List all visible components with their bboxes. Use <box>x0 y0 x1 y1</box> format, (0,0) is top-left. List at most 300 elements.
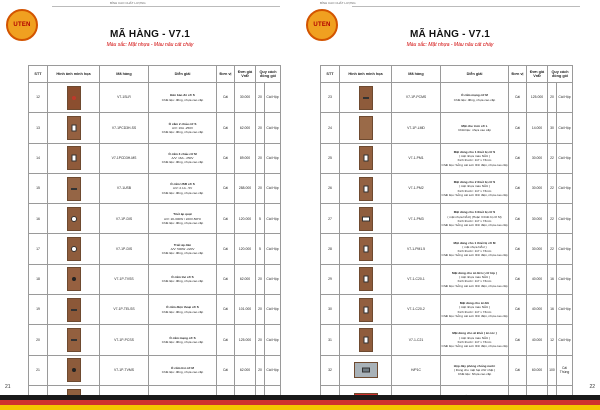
row-image <box>48 264 100 294</box>
description-line: Đèn báo đỏ cỡ S <box>170 93 195 98</box>
row-qty: 22 <box>548 234 557 264</box>
description-line: Kích thước: 117 x 73mm <box>457 249 492 254</box>
description-line: Chất liệu: nhựa cao cấp <box>458 127 491 132</box>
price-table <box>28 65 281 410</box>
description-line: Chất liệu: Sơ̂ng cát sơn tĩnh điện, nhựa cao cấp <box>441 314 508 319</box>
row-code: V7-1-PM2 <box>392 173 441 203</box>
product-image <box>359 116 373 140</box>
row-description <box>149 83 217 113</box>
description-line: Chất liệu: Nhựa cao cấp <box>457 372 492 377</box>
row-description <box>149 113 217 143</box>
description-line: Hộp đáy phòng chống nước <box>453 363 496 368</box>
row-pack: Cái Hộp <box>557 234 573 264</box>
product-image <box>359 146 373 170</box>
description-line: Mặt dùng cho 3 thiết bị cỡ S <box>453 210 496 215</box>
row-code: V7-1-C20-1 <box>392 264 441 294</box>
row-image <box>48 355 100 385</box>
row-image <box>340 234 392 264</box>
product-socket <box>72 368 76 372</box>
row-pack: Cái Hộp <box>265 325 281 355</box>
row-stt: 25 <box>321 143 340 173</box>
description-line: A/V: 20-300W / 220V-50Hz <box>163 216 202 221</box>
table-row <box>321 143 573 173</box>
row-stt: 29 <box>321 264 340 294</box>
row-code: V7-1P-TELSS <box>100 295 149 325</box>
product-socket <box>363 276 368 283</box>
header-rule <box>52 6 280 7</box>
row-pack: Cái Hộp <box>557 204 573 234</box>
description-line: Kích thước: 117 x 73mm <box>457 309 492 314</box>
row-pack: Cái Hộp <box>265 264 281 294</box>
description-line: Chất liệu: đồng, nhựa cao cấp <box>161 130 204 135</box>
row-pack: Cái Hộp <box>557 173 573 203</box>
product-image <box>354 362 378 378</box>
description-line: ( mặt nhựa màu NÂU ) <box>458 184 491 189</box>
row-price: 40.000 <box>527 295 548 325</box>
product-image <box>359 328 373 352</box>
table-row <box>321 264 573 294</box>
table-row <box>29 325 281 355</box>
row-stt: 24 <box>321 113 340 143</box>
row-image <box>340 264 392 294</box>
row-price: 120.000 <box>235 204 256 234</box>
col-description: Diễn giải <box>441 66 509 83</box>
description-line: Mặt dùng cho 1 thiết bị cỡ S <box>453 149 496 154</box>
row-pack: Cái Hộp <box>557 295 573 325</box>
row-qty: 20 <box>256 355 265 385</box>
description-line: Kích thước: 117 x 73mm <box>457 188 492 193</box>
row-unit: Cái <box>217 295 235 325</box>
row-qty: 20 <box>256 295 265 325</box>
row-price: 30.000 <box>527 173 548 203</box>
page-title: MÃ HÀNG - V7.1 <box>409 29 491 40</box>
page-title: MÃ HÀNG - V7.1 <box>109 29 191 40</box>
row-description <box>441 83 509 113</box>
description-line: A/V: 16A -250V <box>171 125 194 130</box>
table-row <box>29 295 281 325</box>
table-row <box>29 173 281 203</box>
row-image <box>48 295 100 325</box>
row-image <box>340 295 392 325</box>
description-line: ( Dùng cho mặt hạt chữ nhật ) <box>453 368 496 373</box>
table-row <box>321 173 573 203</box>
row-stt: 19 <box>29 295 48 325</box>
product-socket <box>362 216 370 221</box>
table-body <box>321 83 573 410</box>
col-image: Hình ảnh minh họa <box>340 66 392 83</box>
product-image <box>67 146 81 170</box>
row-stt: 12 <box>29 83 48 113</box>
row-description <box>441 173 509 203</box>
product-image <box>67 328 81 352</box>
description-line: Ổ cắm mạng cỡ S <box>169 335 196 340</box>
row-code: V7-1P-PCMS <box>392 83 441 113</box>
page-subtitle: Màu sắc: Mặt nhựa - Màu nâu cát cháy <box>406 42 494 48</box>
row-price: 30.000 <box>527 234 548 264</box>
row-code: V7-1-PM1 <box>392 143 441 173</box>
description-line: Kích thước: 117 x 73mm <box>457 158 492 163</box>
row-image <box>48 143 100 173</box>
header-rule <box>352 6 580 7</box>
description-line: ( mặt nhựa màu NÂU ) <box>458 335 491 340</box>
col-code: Mã hàng <box>392 66 441 83</box>
row-pack: Cái Hộp <box>265 143 281 173</box>
row-description <box>149 173 217 203</box>
product-image <box>359 207 373 231</box>
description-line: ( mặt nhựa NÂU ) <box>462 244 487 249</box>
row-qty: 100 <box>548 355 557 385</box>
description-line: Chất liệu: Sơ̂ng cát sơn tĩnh điện, nhựa cao cấp <box>441 192 508 197</box>
row-stt: 30 <box>321 295 340 325</box>
row-stt: 16 <box>29 204 48 234</box>
row-stt: 32 <box>321 355 340 385</box>
row-unit: Cái <box>217 264 235 294</box>
description-line: ( mặt nhựa màu NÂU ) <box>458 305 491 310</box>
row-price: 125.000 <box>527 83 548 113</box>
row-description <box>441 234 509 264</box>
row-stt: 18 <box>29 264 48 294</box>
row-pack: Cái Hộp <box>557 83 573 113</box>
row-stt: 14 <box>29 143 48 173</box>
row-pack: Cái Hộp <box>265 295 281 325</box>
row-price: 60.000 <box>527 355 548 385</box>
product-image <box>359 237 373 261</box>
description-line: Ổ cắm USB cỡ S <box>170 182 195 187</box>
product-socket <box>363 185 368 192</box>
description-line: ( mặt nhựa màu NÂU ) <box>458 275 491 280</box>
description-line: Chất liệu: đồng, nhựa cao cấp <box>161 220 204 225</box>
description-line: Chất liệu: đồng, nhựa cao cấp <box>161 190 204 195</box>
row-code: V7-1P-TVSS <box>100 264 149 294</box>
table-body <box>29 83 281 410</box>
row-price: 30.000 <box>235 83 256 113</box>
table-row <box>29 264 281 294</box>
row-description <box>149 143 217 173</box>
product-socket <box>71 155 76 162</box>
row-pack: Cái Hộp <box>557 113 573 143</box>
product-image <box>359 298 373 322</box>
col-image: Hình ảnh minh họa <box>48 66 100 83</box>
row-unit: Cái <box>217 173 235 203</box>
row-code: V7-1P-DIS <box>100 234 149 264</box>
page-number: 21 <box>5 384 11 390</box>
table-row <box>321 325 573 355</box>
description-line: Mặt dùng cho át đơn ( cỡ lớp ) <box>452 270 497 275</box>
row-qty: 20 <box>548 83 557 113</box>
product-socket <box>71 246 77 252</box>
col-packing: Quy cách đóng gói <box>256 66 281 83</box>
description-line: A/V: 16A - 250V <box>171 156 194 161</box>
row-description <box>441 355 509 385</box>
description-line: Chất liệu: Sơ̂ng cát sơn tĩnh điện, nhựa cao cấp <box>441 223 508 228</box>
row-qty: 22 <box>548 204 557 234</box>
row-unit: Cái <box>509 234 527 264</box>
col-code: Mã hàng <box>100 66 149 83</box>
description-line: ( mặt nhựa NÂU) (Hoặc 3 thiết bị cỡ M) <box>447 214 502 219</box>
row-unit: Cái <box>509 143 527 173</box>
row-unit: Cái <box>217 113 235 143</box>
description-line: A/V: 500W -220V <box>170 246 195 251</box>
row-stt: 28 <box>321 234 340 264</box>
row-image <box>48 83 100 113</box>
description-line: Mặt dùng cho 1 thiết bị cỡ M <box>453 240 496 245</box>
row-description <box>149 295 217 325</box>
description-line: Chất liệu: đồng, nhựa cao cấp <box>161 340 204 345</box>
description-line: Chất liệu: đồng, nhựa cao cấp <box>161 370 204 375</box>
row-qty: 22 <box>548 173 557 203</box>
table-row <box>29 204 281 234</box>
row-price: 30.000 <box>527 204 548 234</box>
row-description <box>441 295 509 325</box>
row-description <box>149 355 217 385</box>
description-line: Chất liệu: Sơ̂ng cát sơn tĩnh điện, nhựa cao cấp <box>441 344 508 349</box>
row-image <box>340 173 392 203</box>
row-image <box>48 173 100 203</box>
product-socket <box>71 124 76 131</box>
product-image <box>67 358 81 382</box>
row-code: V7-1USB <box>100 173 149 203</box>
row-price: 62.000 <box>235 355 256 385</box>
product-socket <box>72 277 76 281</box>
row-unit: Cái <box>217 355 235 385</box>
logo-text: UTEN <box>13 22 31 28</box>
description-line: Chất liệu: đồng, nhựa cao cấp <box>453 97 496 102</box>
product-socket <box>363 155 368 162</box>
col-price: Đơn giá VnĐ <box>527 66 548 83</box>
row-qty: 16 <box>548 264 557 294</box>
row-stt: 13 <box>29 113 48 143</box>
row-image <box>340 204 392 234</box>
row-price: 14.000 <box>527 113 548 143</box>
description-line: Chất liệu: đồng, nhựa cao cấp <box>161 279 204 284</box>
row-code: V7-1-PM1.5 <box>392 234 441 264</box>
row-pack: Cái Hộp <box>265 113 281 143</box>
logo-text: UTEN <box>313 22 331 28</box>
row-stt: 21 <box>29 355 48 385</box>
table-row <box>29 234 281 264</box>
row-image <box>340 325 392 355</box>
description-line: Chất liệu: Sơ̂ng cát sơn tĩnh điện, nhựa cao cấp <box>441 253 508 258</box>
description-line: Chất liệu: đồng, nhựa cao cấp <box>161 309 204 314</box>
description-line: Chất liệu: đồng, nhựa cao cấp <box>161 97 204 102</box>
row-description <box>441 143 509 173</box>
description-line: Mặt dùng cho 2 thiết bị cỡ S <box>453 179 496 184</box>
row-unit: Cái <box>509 83 527 113</box>
row-stt: 17 <box>29 234 48 264</box>
product-socket <box>72 96 76 100</box>
product-socket <box>363 306 368 313</box>
table-row <box>321 83 573 113</box>
row-image <box>48 204 100 234</box>
product-image <box>359 177 373 201</box>
row-qty: 22 <box>548 143 557 173</box>
row-code: V7-1P-TVMS <box>100 355 149 385</box>
row-description <box>441 204 509 234</box>
row-image <box>48 234 100 264</box>
row-image <box>340 143 392 173</box>
row-description <box>441 325 509 355</box>
row-unit: Cái <box>217 83 235 113</box>
row-unit: Cái <box>217 325 235 355</box>
row-image <box>48 325 100 355</box>
row-qty: 20 <box>256 143 265 173</box>
col-unit: Đơn vị <box>217 66 235 83</box>
description-line: Triết áp đèn <box>173 242 192 247</box>
row-code: H/P1C <box>392 355 441 385</box>
product-socket <box>71 216 77 222</box>
row-qty: 12 <box>548 325 557 355</box>
col-unit: Đơn vị <box>509 66 527 83</box>
row-unit: Cái <box>509 173 527 203</box>
product-socket <box>71 309 77 311</box>
col-price: Đơn giá VnĐ <box>235 66 256 83</box>
row-qty: 5 <box>256 234 265 264</box>
col-description: Diễn giải <box>149 66 217 83</box>
product-image <box>67 86 81 110</box>
row-unit: Cái <box>509 113 527 143</box>
description-line: A/V: 2.1A - 5V <box>172 186 193 191</box>
row-price: 62.000 <box>235 113 256 143</box>
row-stt: 26 <box>321 173 340 203</box>
row-pack: Cái Hộp <box>557 264 573 294</box>
row-stt: 20 <box>29 325 48 355</box>
description-line: Mặt dùng cho át đôi <box>459 301 490 306</box>
row-pack: Cái Hộp <box>265 173 281 203</box>
row-unit: Cái <box>509 295 527 325</box>
row-code: V7-1-C21 <box>392 325 441 355</box>
row-image <box>48 113 100 143</box>
description-line: Mặt che trơn cỡ L <box>461 123 488 128</box>
col-stt: STT <box>29 66 48 83</box>
product-image <box>67 116 81 140</box>
row-pack: Cái Hộp <box>557 143 573 173</box>
col-packing: Quy cách đóng gói <box>548 66 573 83</box>
row-qty: 20 <box>256 325 265 355</box>
row-stt: 15 <box>29 173 48 203</box>
row-unit: Cái <box>509 264 527 294</box>
product-image <box>359 267 373 291</box>
product-socket <box>363 246 368 253</box>
row-description <box>441 113 509 143</box>
row-pack: Cái Hộp <box>265 204 281 234</box>
description-line: Ổ cắm 3 chấu cỡ M <box>168 151 197 156</box>
description-line: Chất liệu: Sơ̂ng cát sơn tĩnh điện, nhựa cao cấp <box>441 162 508 167</box>
row-stt: 31 <box>321 325 340 355</box>
product-socket <box>363 97 369 99</box>
row-qty: 20 <box>256 113 265 143</box>
row-description <box>149 234 217 264</box>
table-row <box>29 83 281 113</box>
row-price: 120.000 <box>235 234 256 264</box>
row-qty: 20 <box>256 83 265 113</box>
row-price: 40.000 <box>527 264 548 294</box>
row-price: 89.000 <box>235 143 256 173</box>
footer-stripe <box>0 405 600 410</box>
table-header <box>321 66 573 83</box>
right-page <box>300 0 600 410</box>
table-row <box>321 204 573 234</box>
row-price: 30.000 <box>527 143 548 173</box>
row-unit: Cái <box>217 143 235 173</box>
product-image <box>67 267 81 291</box>
row-pack: Cái Hộp <box>265 355 281 385</box>
description-line: Ổ cắm 2 chấu cỡ S <box>168 121 197 126</box>
row-stt: 27 <box>321 204 340 234</box>
row-code: V7-1PCD3H-SS <box>100 113 149 143</box>
row-unit: Cái <box>509 355 527 385</box>
row-code: V7-1-PM3 <box>392 204 441 234</box>
row-code: V7-1-C20-2 <box>392 295 441 325</box>
row-unit: Cái <box>217 234 235 264</box>
row-qty: 5 <box>256 204 265 234</box>
row-pack: Cái Hộp <box>265 83 281 113</box>
product-image <box>359 86 373 110</box>
description-line: Chất liệu: Sơ̂ng cát sơn tĩnh điện, nhựa cao cấp <box>441 283 508 288</box>
row-description <box>149 325 217 355</box>
product-socket <box>71 339 77 341</box>
row-unit: Cái <box>509 204 527 234</box>
description-line: Chất liệu: đồng, nhựa cao cấp <box>161 251 204 256</box>
product-image <box>67 177 81 201</box>
product-image <box>67 298 81 322</box>
row-code: V7-1P-DIS <box>100 204 149 234</box>
row-qty: 16 <box>548 295 557 325</box>
table-row <box>29 143 281 173</box>
row-price: 288.000 <box>235 173 256 203</box>
row-description <box>149 264 217 294</box>
product-socket <box>71 188 77 190</box>
col-stt: STT <box>321 66 340 83</box>
product-image <box>67 207 81 231</box>
table-header <box>29 66 281 83</box>
description-line: Chất liệu: đồng, nhựa cao cấp <box>161 160 204 165</box>
table-row <box>321 295 573 325</box>
row-stt: 23 <box>321 83 340 113</box>
price-table <box>320 65 573 410</box>
description-line: ( mặt nhựa màu NÂU ) <box>458 153 491 158</box>
header-caption: BÌNH CAO CHẤT LƯỢNG <box>320 1 356 5</box>
row-description <box>441 264 509 294</box>
row-qty: 20 <box>256 264 265 294</box>
row-code: V7-1SLR <box>100 83 149 113</box>
row-qty: 30 <box>548 113 557 143</box>
row-code: V7-1P-PCSS <box>100 325 149 355</box>
description-line: Kích thước: 117 x 73mm <box>457 218 492 223</box>
description-line: Ổ cắm tivi cỡ S <box>171 275 194 280</box>
row-unit: Cái <box>217 204 235 234</box>
product-socket <box>363 337 368 344</box>
description-line: Ổ cắm tivi cỡ M <box>170 366 194 371</box>
page-subtitle: Màu sắc: Mặt nhựa - Màu nâu cát cháy <box>106 42 194 48</box>
row-code: V7-1P-LMD <box>392 113 441 143</box>
description-line: Mặt dùng cho át khối ( át cóc ) <box>452 331 497 336</box>
table-row <box>29 113 281 143</box>
description-line: Ổ cắm mạng cỡ M <box>461 93 488 98</box>
description-line: Kích thước: 117 x 73mm <box>457 279 492 284</box>
page-number: 22 <box>589 384 595 390</box>
row-image <box>340 113 392 143</box>
row-unit: Cái <box>509 325 527 355</box>
row-price: 125.000 <box>235 325 256 355</box>
row-pack: Cái Thùng <box>557 355 573 385</box>
row-price: 62.000 <box>235 264 256 294</box>
row-pack: Cái Hộp <box>265 234 281 264</box>
row-qty: 20 <box>256 173 265 203</box>
table-row <box>321 234 573 264</box>
row-image <box>340 355 392 385</box>
row-code: V7-1PCD3H-MS <box>100 143 149 173</box>
description-line: Triết áp quạt <box>173 212 192 217</box>
